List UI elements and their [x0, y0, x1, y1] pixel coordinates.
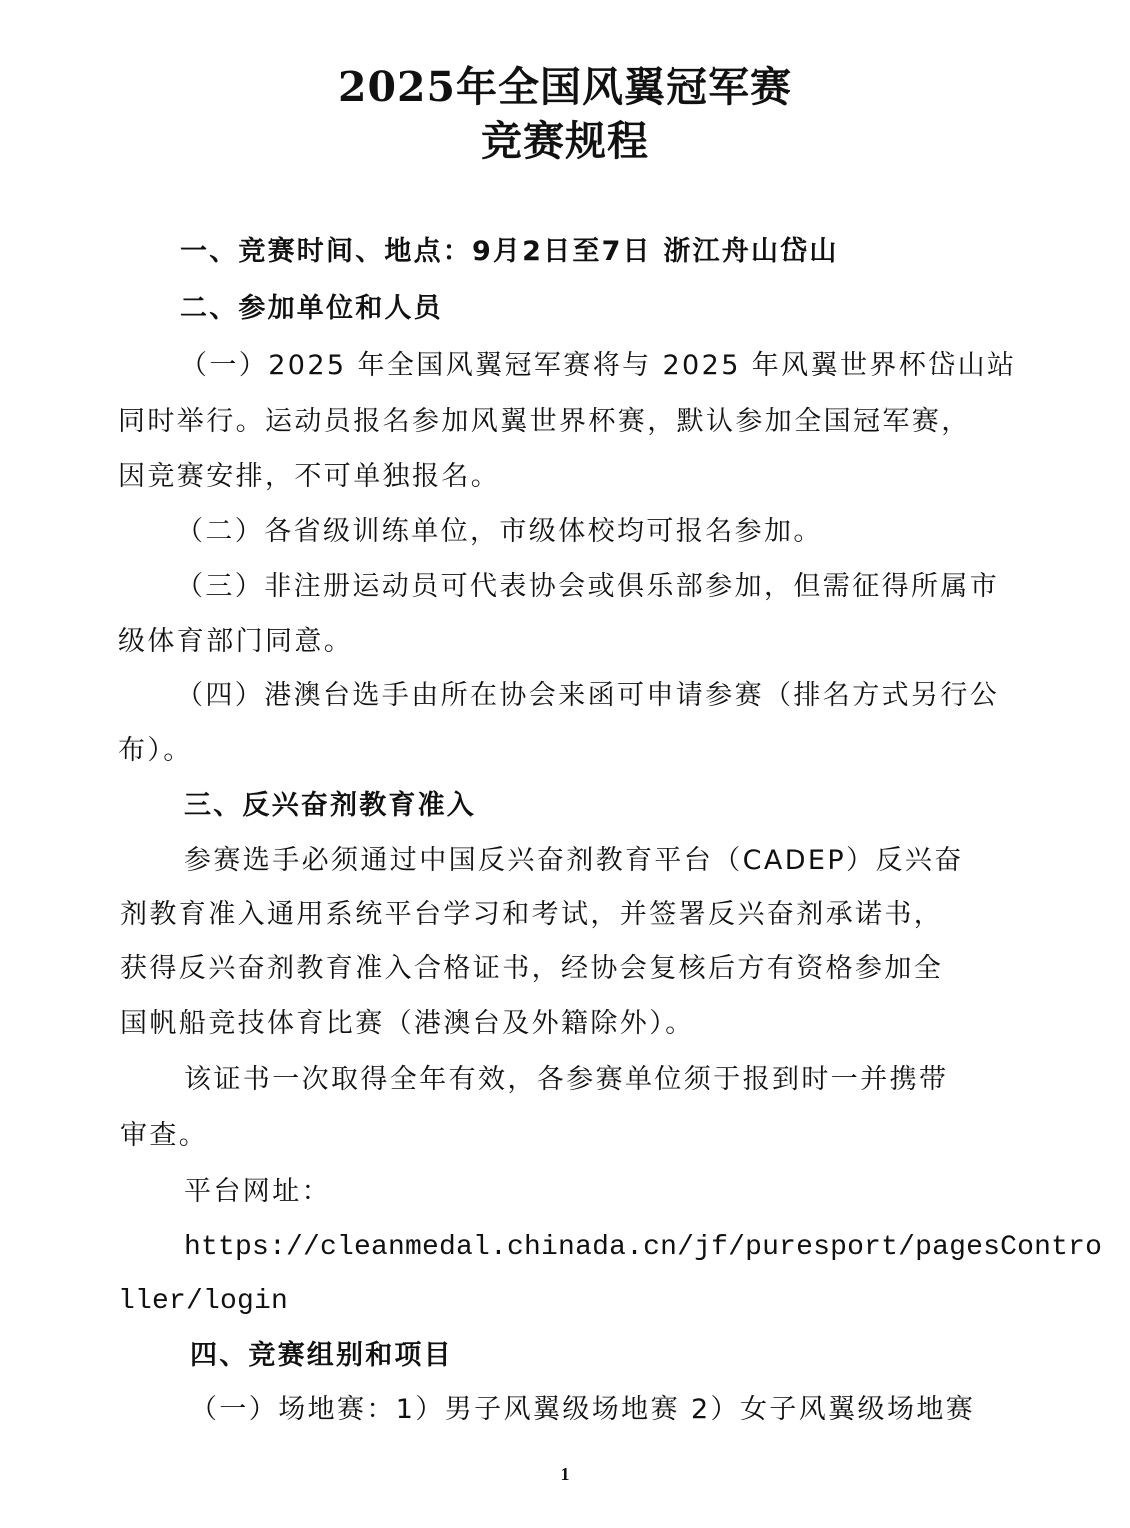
section-2-paragraph-1-line-1: （一）2025 年全国风翼冠军赛将与 2025 年风翼世界杯岱山站 [180, 350, 1017, 381]
section-2-paragraph-4-line-2: 布）。 [118, 735, 193, 766]
section-3-paragraph-2-line-1: 该证书一次取得全年有效，各参赛单位须于报到时一并携带 [184, 1064, 949, 1095]
section-3-paragraph-1-line-3: 获得反兴奋剂教育准入合格证书，经协会复核后方有资格参加全 [120, 953, 944, 984]
section-2-paragraph-2: （二）各省级训练单位，市级体校均可报名参加。 [176, 516, 823, 547]
section-2-paragraph-4-line-1: （四）港澳台选手由所在协会来函可申请参赛（排名方式另行公 [176, 680, 1000, 711]
platform-url-line-2: ller/login [118, 1286, 289, 1317]
section-3-paragraph-3: 平台网址： [184, 1176, 331, 1207]
section-3-paragraph-2-line-2: 审查。 [120, 1120, 209, 1151]
section-3-heading: 三、反兴奋剂教育准入 [184, 790, 476, 821]
section-2-paragraph-3-line-1: （三）非注册运动员可代表协会或俱乐部参加，但需征得所属市 [176, 571, 1000, 602]
platform-url-line-1: https://cleanmedal.chinada.cn/jf/puresport/pagesContro [184, 1232, 1103, 1263]
page-number: 1 [560, 1464, 570, 1484]
document-title-line-2: 竞赛规程 [481, 117, 649, 165]
section-3-paragraph-1-line-4: 国帆船竞技体育比赛（港澳台及外籍除外）。 [120, 1008, 695, 1039]
section-4-paragraph-1: （一）场地赛：1）男子风翼级场地赛 2）女子风翼级场地赛 [190, 1394, 976, 1425]
section-4-heading: 四、竞赛组别和项目 [190, 1340, 453, 1371]
section-1-heading: 一、竞赛时间、地点：9月2日至7日 浙江舟山岱山 [180, 236, 839, 267]
document-title-line-1: 2025年全国风翼冠军赛 [337, 63, 793, 111]
section-3-paragraph-1-line-2: 剂教育准入通用系统平台学习和考试，并签署反兴奋剂承诺书， [120, 899, 944, 930]
section-2-paragraph-3-line-2: 级体育部门同意。 [118, 626, 354, 657]
section-2-paragraph-1-line-3: 因竞赛安排，不可单独报名。 [118, 461, 501, 492]
section-2-heading: 二、参加单位和人员 [180, 293, 443, 324]
section-2-paragraph-1-line-2: 同时举行。运动员报名参加风翼世界杯赛，默认参加全国冠军赛， [118, 406, 971, 437]
section-3-paragraph-1-line-1: 参赛选手必须通过中国反兴奋剂教育平台（CADEP）反兴奋 [184, 845, 964, 876]
